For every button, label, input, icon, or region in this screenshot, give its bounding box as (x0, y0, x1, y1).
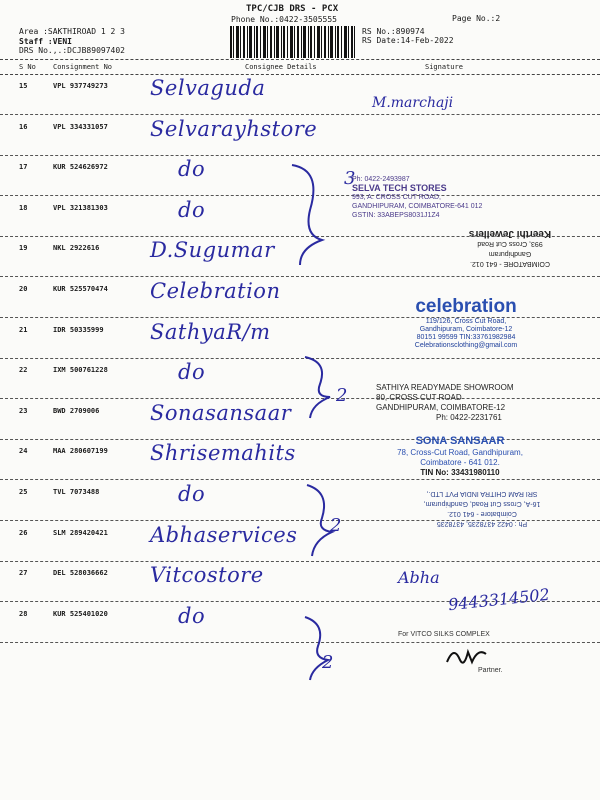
drs-number: DRS No.,.:DCJB89097402 (19, 46, 125, 55)
row-consignee: do (178, 603, 206, 628)
brace-note-4: 2 (322, 652, 334, 673)
stamp-line: Ph : 0422 4378235, 4378235 (436, 520, 528, 527)
row-serial: 22 (19, 366, 28, 375)
row-serial: 25 (19, 488, 28, 496)
row-consignee: do (178, 157, 206, 182)
row-consignment-no: DEL 528036662 (53, 569, 108, 578)
stamp-line: Coimbatore - 641 012. (447, 510, 517, 517)
row-consignee: Celebration (150, 279, 281, 303)
rs-number: RS No.:890974 (362, 27, 425, 36)
stamp-keerthi (440, 228, 580, 268)
stamp-line: GANDHIPURAM, COIMBATORE-12 (376, 403, 506, 412)
stamp-line: Celebrationsclothing@gmail.com (414, 342, 518, 349)
row-consignment-no: IXM 500761228 (53, 366, 108, 375)
stamp-line: Ph: 0422-2231761 (436, 413, 502, 422)
stamp-line: Gandhipuram, Coimbatore-12 (419, 326, 513, 333)
row-consignee: Shrisemahits (150, 441, 296, 466)
row-consignment-no: BWD 2709006 (53, 406, 100, 415)
row-consignee: Abhaservices (150, 522, 298, 547)
brace-note-2: 2 (336, 385, 348, 406)
stamp-sathiya (376, 383, 556, 423)
brace-note-3: 2 (330, 515, 342, 536)
stamp-line: COIMBATORE - 641 012. (470, 260, 550, 267)
brace-mark-4 (300, 612, 336, 684)
stamp-partner: Partner. (478, 667, 503, 674)
row-consignee: do (178, 482, 206, 506)
row-consignee: Selvaguda (150, 76, 266, 100)
celebration-logo: celebration (415, 296, 517, 317)
area-label: Area :SAKTHIROAD 1 2 3 (19, 27, 125, 36)
row-serial: 27 (19, 569, 28, 578)
row-consignee: SathyaR/m (150, 319, 271, 344)
row-serial: 28 (19, 609, 28, 618)
col-sno: S No (19, 63, 36, 71)
stamp-sona-sansaar (370, 434, 550, 478)
handwritten-phone: 9443314502 (447, 584, 551, 615)
row-serial: 24 (19, 447, 28, 456)
row-consignee: Selvarayhstore (150, 116, 318, 141)
stamp-line: Gandhipuram (488, 250, 532, 257)
row-serial: 23 (19, 406, 28, 415)
row-consignment-no: IDR 50335999 (53, 325, 104, 334)
stamp-line: 78, Cross-Cut Road, Gandhipuram, (397, 448, 523, 457)
stamp-line: Coimbatore - 641 012. (420, 458, 500, 467)
row-consignee: Vitcostore (150, 563, 264, 588)
stamp-line: Ph: 0422-2493987 (352, 176, 410, 183)
row-consignment-no: VPL 321381303 (53, 203, 108, 212)
document-title: TPC/CJB DRS - PCX (246, 4, 339, 14)
brace-mark-1 (282, 160, 342, 270)
stamp-line: 80151 99599 TIN:33761982984 (416, 334, 516, 341)
stamp-line: 80, CROSS CUT ROAD (376, 393, 462, 402)
column-headers (0, 59, 600, 75)
signature-abha: Abha (398, 568, 440, 587)
row-consignment-no: KUR 525570474 (53, 285, 108, 293)
vitco-signature (442, 640, 492, 670)
row-consignee: D.Sugumar (150, 238, 275, 263)
stamp-line: Keerthi Jewellers (468, 228, 552, 239)
table-row (0, 74, 600, 115)
page-number: Page No.:2 (452, 14, 501, 23)
stamp-line: 16-A, Cross Cut Road, Gandhipuram, (423, 500, 541, 507)
brace-note-1: 3 (344, 168, 356, 189)
barcode (230, 26, 355, 58)
table-row (0, 115, 600, 156)
stamp-line: 993, Cross Cut Road (477, 240, 543, 247)
row-consignee: do (178, 360, 206, 385)
row-consignee: Sonasansaar (150, 400, 292, 425)
row-consignment-no: NKL 2922616 (53, 244, 100, 253)
stamp-line: GSTIN: 33ABEPS8031J1Z4 (352, 212, 440, 219)
stamp-line: SONA SANSAAR (415, 435, 505, 447)
stamp-line: SELVA TECH STORES (352, 183, 447, 193)
row-serial: 21 (19, 325, 28, 334)
stamp-line: SRI RAM CHITRA INDIA PVT LTD., (426, 490, 538, 497)
row-serial: 19 (19, 244, 28, 253)
brace-mark-2 (300, 352, 340, 422)
row-serial: 26 (19, 528, 28, 537)
col-consignee: Consignee Details (245, 63, 317, 71)
stamp-selva-tech (352, 175, 502, 220)
stamp-line: TIN No: 33431980110 (420, 468, 500, 477)
stamp-vitco: For VITCO SILKS COMPLEX (398, 631, 490, 638)
row-consignment-no: KUR 524626972 (53, 163, 108, 172)
staff-label: Staff :VENI (19, 37, 72, 46)
stamp-line: 993, A. CROSS CUT ROAD, (352, 194, 441, 201)
col-consignment: Consignment No (53, 63, 113, 71)
stamp-celebration (376, 296, 556, 350)
row-consignee: do (178, 197, 206, 222)
row-consignment-no: VPL 937749273 (53, 82, 108, 90)
row-consignment-no: KUR 525401020 (53, 609, 108, 618)
row-serial: 20 (19, 285, 28, 293)
row-serial: 15 (19, 82, 28, 90)
row-consignment-no: TVL 7073488 (53, 488, 100, 496)
row-serial: 18 (19, 203, 28, 212)
stamp-line: SATHIYA READYMADE SHOWROOM (376, 383, 514, 392)
row-consignment-no: VPL 334331057 (53, 122, 108, 131)
row-serial: 17 (19, 163, 28, 172)
stamp-line: GANDHIPURAM, COIMBATORE-641 012 (352, 203, 483, 210)
stamp-line: 119/126, Cross Cut Road, (425, 318, 507, 325)
header-phone: Phone No.:0422-3505555 (231, 15, 337, 24)
signature-1: M.marchaji (372, 95, 454, 111)
row-consignment-no: SLM 289420421 (53, 528, 108, 537)
col-signature: Signature (425, 63, 463, 71)
rs-date: RS Date:14-Feb-2022 (362, 36, 454, 45)
stamp-sri-ram (382, 488, 582, 528)
row-serial: 16 (19, 122, 28, 131)
row-consignment-no: MAA 280607199 (53, 447, 108, 456)
